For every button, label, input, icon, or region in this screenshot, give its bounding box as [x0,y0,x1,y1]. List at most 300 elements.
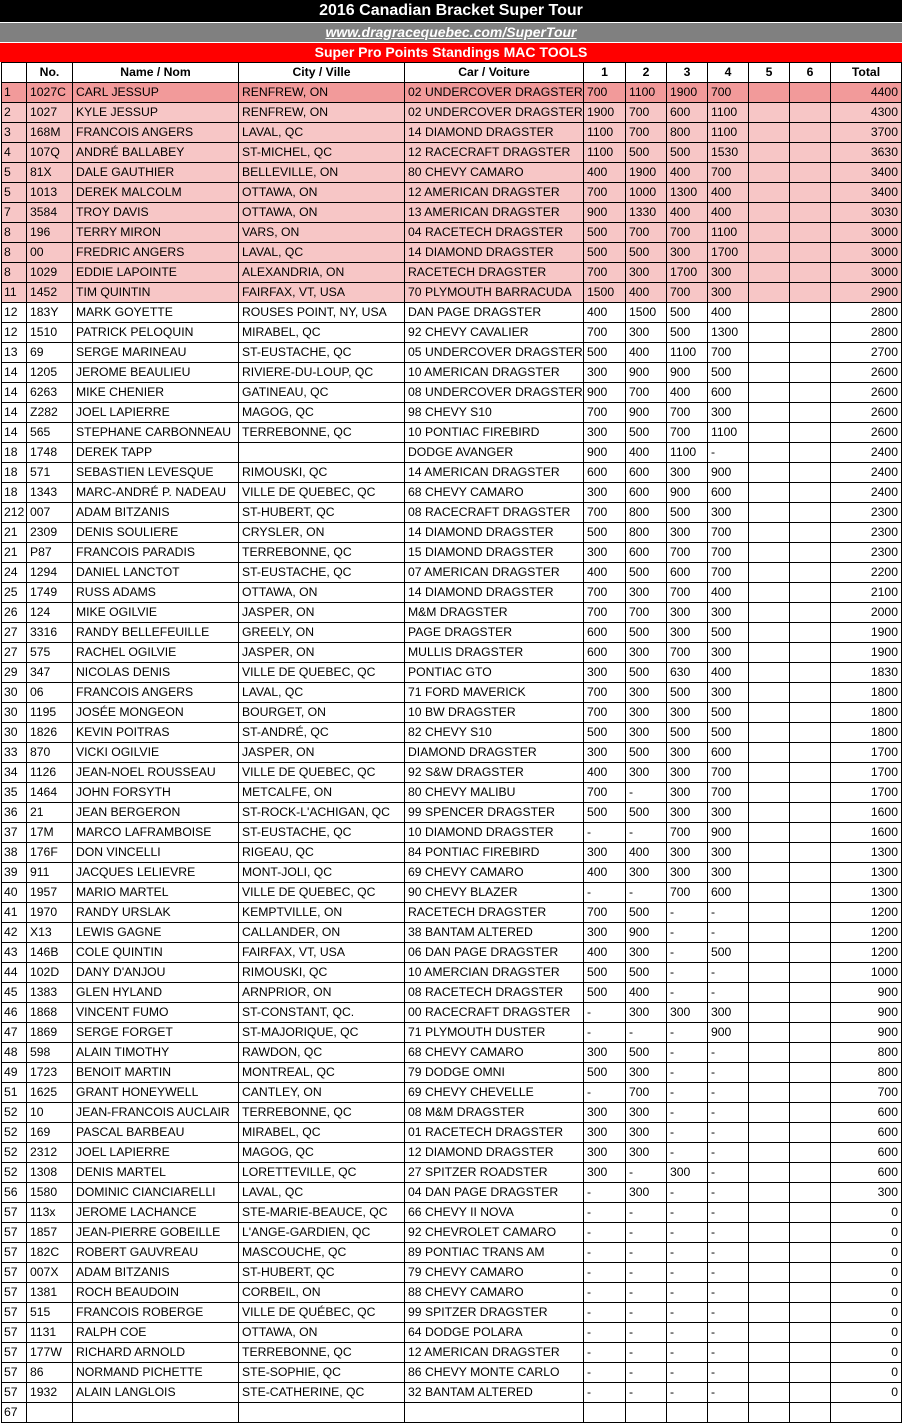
race-4-cell: - [708,1283,749,1303]
total-cell: 900 [831,1023,902,1043]
table-row [2,323,902,343]
table-row [2,1063,902,1083]
car-number-cell: 124 [27,603,73,623]
race-5-cell [749,1223,790,1243]
race-3-cell: 300 [667,1003,708,1023]
race-1-cell: - [584,1243,626,1263]
name-cell: RACHEL OGILVIE [73,643,239,663]
name-cell: DEREK MALCOLM [73,183,239,203]
car-number-cell: 182C [27,1243,73,1263]
total-cell: 900 [831,1003,902,1023]
race-1-cell: 400 [584,863,626,883]
table-row [2,283,902,303]
car-cell: 10 BW DRAGSTER [405,703,584,723]
car-cell: 70 PLYMOUTH BARRACUDA [405,283,584,303]
race-1-cell: 300 [584,1123,626,1143]
race-2-cell: 700 [626,603,667,623]
rank-cell: 52 [2,1143,27,1163]
car-number-cell: 1957 [27,883,73,903]
car-number-cell: 007 [27,503,73,523]
city-cell: ARNPRIOR, ON [239,983,405,1003]
car-cell: RACETECH DRAGSTER [405,263,584,283]
header-row [2,63,902,83]
race-6-cell [790,883,831,903]
rank-cell: 51 [2,1083,27,1103]
race-2-cell: 400 [626,983,667,1003]
race-3-cell: 700 [667,543,708,563]
table-row [2,123,902,143]
race-3-cell: 1700 [667,263,708,283]
race-2-cell: 500 [626,963,667,983]
city-cell: MASCOUCHE, QC [239,1243,405,1263]
race-2-cell [626,1403,667,1423]
race-5-cell [749,143,790,163]
city-cell: L'ANGE-GARDIEN, QC [239,1223,405,1243]
city-cell: STE-SOPHIE, QC [239,1363,405,1383]
race-3-cell: 1100 [667,343,708,363]
car-cell: 10 AMERICAN DRAGSTER [405,363,584,383]
website-link[interactable]: www.dragracequebec.com/SuperTour [0,23,902,43]
race-6-cell [790,1163,831,1183]
car-cell: 69 CHEVY CAMARO [405,863,584,883]
car-number-cell: 347 [27,663,73,683]
race-1-cell: 300 [584,423,626,443]
rank-cell: 26 [2,603,27,623]
race-4-cell: - [708,1263,749,1283]
race-1-cell: 300 [584,923,626,943]
rank-cell: 3 [2,123,27,143]
race-2-cell: 900 [626,363,667,383]
race-1-cell: - [584,1003,626,1023]
city-cell: OTTAWA, ON [239,183,405,203]
car-number-cell: 1383 [27,983,73,1003]
total-cell: 1900 [831,643,902,663]
city-cell: OTTAWA, ON [239,203,405,223]
total-cell: 1900 [831,623,902,643]
race-5-cell [749,263,790,283]
race-6-cell [790,423,831,443]
race-5-cell [749,803,790,823]
race-2-cell: - [626,1383,667,1403]
race-6-cell [790,703,831,723]
race-4-cell: - [708,1183,749,1203]
city-cell: CALLANDER, ON [239,923,405,943]
race-3-cell: 400 [667,383,708,403]
rank-cell: 57 [2,1303,27,1323]
race-2-cell: 300 [626,1183,667,1203]
race-2-cell: 400 [626,843,667,863]
column-header-race-3: 3 [667,63,708,83]
car-cell: 80 CHEVY MALIBU [405,783,584,803]
name-cell: MARCO LAFRAMBOISE [73,823,239,843]
race-1-cell: 300 [584,663,626,683]
car-cell: DODGE AVANGER [405,443,584,463]
race-3-cell: - [667,1043,708,1063]
table-row [2,83,902,103]
table-row [2,583,902,603]
car-number-cell: 598 [27,1043,73,1063]
race-5-cell [749,963,790,983]
car-number-cell: 1029 [27,263,73,283]
car-number-cell: 10 [27,1103,73,1123]
table-row [2,703,902,723]
race-3-cell: - [667,923,708,943]
table-row [2,863,902,883]
race-5-cell [749,643,790,663]
table-row [2,923,902,943]
race-2-cell: 300 [626,323,667,343]
city-cell: MAGOG, QC [239,403,405,423]
rank-cell: 14 [2,403,27,423]
total-cell: 3030 [831,203,902,223]
rank-cell: 13 [2,343,27,363]
total-cell: 2200 [831,563,902,583]
race-3-cell: 300 [667,843,708,863]
race-2-cell: - [626,1283,667,1303]
race-6-cell [790,83,831,103]
table-row [2,963,902,983]
rank-cell: 36 [2,803,27,823]
car-cell: 10 DIAMOND DRAGSTER [405,823,584,843]
race-2-cell: 500 [626,1043,667,1063]
race-3-cell: 300 [667,523,708,543]
car-number-cell: P87 [27,543,73,563]
car-cell: 08 M&M DRAGSTER [405,1103,584,1123]
table-row [2,1323,902,1343]
car-cell: 66 CHEVY II NOVA [405,1203,584,1223]
race-5-cell [749,103,790,123]
race-6-cell [790,183,831,203]
total-cell: 2600 [831,363,902,383]
table-row [2,1083,902,1103]
race-3-cell: - [667,1283,708,1303]
column-header-total: Total [831,63,902,83]
table-row [2,623,902,643]
race-3-cell: 600 [667,563,708,583]
city-cell: RIVIERE-DU-LOUP, QC [239,363,405,383]
car-cell: 14 DIAMOND DRAGSTER [405,123,584,143]
car-cell: 82 CHEVY S10 [405,723,584,743]
race-3-cell: - [667,1203,708,1223]
car-number-cell: 1131 [27,1323,73,1343]
car-cell: 07 AMERICAN DRAGSTER [405,563,584,583]
race-2-cell: 300 [626,683,667,703]
table-row [2,203,902,223]
car-cell: 84 PONTIAC FIREBIRD [405,843,584,863]
race-3-cell: 700 [667,223,708,243]
race-2-cell: 1100 [626,83,667,103]
rank-cell: 37 [2,823,27,843]
car-cell: 05 UNDERCOVER DRAGSTER [405,343,584,363]
race-4-cell: - [708,1223,749,1243]
race-6-cell [790,1023,831,1043]
race-5-cell [749,563,790,583]
race-4-cell: 1100 [708,123,749,143]
race-1-cell: 500 [584,343,626,363]
race-4-cell: 400 [708,303,749,323]
race-1-cell: 900 [584,383,626,403]
race-6-cell [790,863,831,883]
race-1-cell: 700 [584,323,626,343]
race-4-cell: 700 [708,523,749,543]
race-4-cell: 400 [708,663,749,683]
race-2-cell: 300 [626,1003,667,1023]
rank-cell: 29 [2,663,27,683]
race-5-cell [749,303,790,323]
race-2-cell: 800 [626,523,667,543]
table-row [2,1143,902,1163]
race-5-cell [749,1243,790,1263]
car-cell: 68 CHEVY CAMARO [405,483,584,503]
rank-cell: 14 [2,383,27,403]
car-cell: 80 CHEVY CAMARO [405,163,584,183]
race-1-cell: - [584,1223,626,1243]
table-row [2,463,902,483]
car-cell: 02 UNDERCOVER DRAGSTER [405,103,584,123]
race-3-cell: - [667,1183,708,1203]
race-2-cell: 500 [626,563,667,583]
name-cell: PATRICK PELOQUIN [73,323,239,343]
city-cell: VILLE DE QUEBEC, QC [239,763,405,783]
car-cell: 13 AMERICAN DRAGSTER [405,203,584,223]
race-4-cell: - [708,1083,749,1103]
race-3-cell: - [667,1103,708,1123]
car-number-cell: 1749 [27,583,73,603]
total-cell: 0 [831,1363,902,1383]
total-cell: 2300 [831,523,902,543]
standings-subtitle: Super Pro Points Standings MAC TOOLS [0,43,902,62]
name-cell: SEBASTIEN LEVESQUE [73,463,239,483]
name-cell: JOEL LAPIERRE [73,403,239,423]
name-cell: DANIEL LANCTOT [73,563,239,583]
column-header-race-6: 6 [790,63,831,83]
race-6-cell [790,1003,831,1023]
race-4-cell: 400 [708,583,749,603]
race-5-cell [749,1083,790,1103]
total-cell: 0 [831,1343,902,1363]
city-cell: ROUSES POINT, NY, USA [239,303,405,323]
race-2-cell: 900 [626,923,667,943]
city-cell: CORBEIL, ON [239,1283,405,1303]
city-cell: STE-MARIE-BEAUCE, QC [239,1203,405,1223]
total-cell: 2000 [831,603,902,623]
race-2-cell: 600 [626,463,667,483]
car-cell: 89 PONTIAC TRANS AM [405,1243,584,1263]
race-4-cell: 600 [708,883,749,903]
table-row [2,843,902,863]
race-5-cell [749,83,790,103]
name-cell: FREDRIC ANGERS [73,243,239,263]
total-cell: 1200 [831,923,902,943]
race-5-cell [749,403,790,423]
car-cell: 08 RACECRAFT DRAGSTER [405,503,584,523]
race-1-cell: 700 [584,903,626,923]
race-6-cell [790,1203,831,1223]
race-1-cell: 500 [584,523,626,543]
city-cell: ST-HUBERT, QC [239,1263,405,1283]
table-row [2,943,902,963]
race-2-cell: 500 [626,243,667,263]
total-cell: 1700 [831,783,902,803]
name-cell: TIM QUINTIN [73,283,239,303]
race-2-cell: - [626,1243,667,1263]
car-number-cell: 1294 [27,563,73,583]
race-1-cell: - [584,1283,626,1303]
rank-cell: 12 [2,303,27,323]
name-cell [73,1403,239,1423]
total-cell: 1000 [831,963,902,983]
race-4-cell: 300 [708,403,749,423]
race-4-cell: - [708,1063,749,1083]
table-row [2,163,902,183]
name-cell: DANY D'ANJOU [73,963,239,983]
race-1-cell: 900 [584,203,626,223]
race-2-cell: 600 [626,483,667,503]
race-3-cell: 300 [667,603,708,623]
car-number-cell: 870 [27,743,73,763]
race-1-cell: 300 [584,1103,626,1123]
rank-cell: 5 [2,163,27,183]
car-cell: 32 BANTAM ALTERED [405,1383,584,1403]
race-3-cell: 700 [667,403,708,423]
name-cell: SERGE FORGET [73,1023,239,1043]
race-4-cell: - [708,903,749,923]
city-cell: CANTLEY, ON [239,1083,405,1103]
race-1-cell: 500 [584,803,626,823]
race-5-cell [749,543,790,563]
table-row [2,983,902,1003]
race-3-cell: - [667,1223,708,1243]
rank-cell: 21 [2,523,27,543]
car-cell: 92 CHEVY CAVALIER [405,323,584,343]
city-cell: METCALFE, ON [239,783,405,803]
name-cell: MARC-ANDRÉ P. NADEAU [73,483,239,503]
car-number-cell: 565 [27,423,73,443]
total-cell: 2400 [831,483,902,503]
name-cell: MIKE CHENIER [73,383,239,403]
table-row [2,1203,902,1223]
race-2-cell: 300 [626,863,667,883]
race-2-cell: 500 [626,903,667,923]
rank-cell: 27 [2,623,27,643]
race-3-cell: 400 [667,163,708,183]
race-3-cell: 1300 [667,183,708,203]
race-6-cell [790,343,831,363]
race-1-cell: - [584,1323,626,1343]
rank-cell: 14 [2,423,27,443]
race-1-cell: 400 [584,303,626,323]
race-6-cell [790,1383,831,1403]
table-row [2,563,902,583]
race-2-cell: 1900 [626,163,667,183]
race-4-cell: 400 [708,183,749,203]
race-3-cell: 300 [667,1163,708,1183]
name-cell: GLEN HYLAND [73,983,239,1003]
car-cell: PONTIAC GTO [405,663,584,683]
total-cell: 600 [831,1123,902,1143]
race-6-cell [790,1243,831,1263]
race-6-cell [790,383,831,403]
city-cell: GREELY, ON [239,623,405,643]
race-3-cell: 1100 [667,443,708,463]
rank-cell: 40 [2,883,27,903]
car-number-cell: 1195 [27,703,73,723]
race-4-cell: 300 [708,863,749,883]
race-2-cell: 300 [626,1123,667,1143]
name-cell: JEAN-FRANCOIS AUCLAIR [73,1103,239,1123]
race-6-cell [790,163,831,183]
car-number-cell: 1205 [27,363,73,383]
car-number-cell: 2309 [27,523,73,543]
rank-cell: 12 [2,323,27,343]
rank-cell: 42 [2,923,27,943]
race-4-cell: - [708,1363,749,1383]
name-cell: ADAM BITZANIS [73,503,239,523]
race-3-cell: 900 [667,363,708,383]
race-4-cell: - [708,1103,749,1123]
rank-cell: 8 [2,223,27,243]
name-cell: BENOIT MARTIN [73,1063,239,1083]
race-1-cell: - [584,1343,626,1363]
race-6-cell [790,363,831,383]
name-cell: LEWIS GAGNE [73,923,239,943]
city-cell: MIRABEL, QC [239,1123,405,1143]
race-3-cell: - [667,1083,708,1103]
car-number-cell: 571 [27,463,73,483]
city-cell: JASPER, ON [239,603,405,623]
table-row [2,303,902,323]
total-cell: 2600 [831,403,902,423]
name-cell: JEAN-PIERRE GOBEILLE [73,1223,239,1243]
city-cell: ST-CONSTANT, QC. [239,1003,405,1023]
car-cell: 92 S&W DRAGSTER [405,763,584,783]
car-cell: 64 DODGE POLARA [405,1323,584,1343]
race-5-cell [749,723,790,743]
race-4-cell: - [708,963,749,983]
race-2-cell: 500 [626,423,667,443]
total-cell: 2900 [831,283,902,303]
race-2-cell: 700 [626,1083,667,1103]
standings-body [2,83,902,1423]
race-6-cell [790,683,831,703]
car-cell: DAN PAGE DRAGSTER [405,303,584,323]
car-cell: 10 PONTIAC FIREBIRD [405,423,584,443]
car-cell: 98 CHEVY S10 [405,403,584,423]
race-1-cell: 500 [584,1063,626,1083]
race-5-cell [749,503,790,523]
car-cell: 12 DIAMOND DRAGSTER [405,1143,584,1163]
race-4-cell: 300 [708,803,749,823]
race-6-cell [790,523,831,543]
race-3-cell: 1900 [667,83,708,103]
race-3-cell: 300 [667,243,708,263]
car-number-cell: 1932 [27,1383,73,1403]
car-number-cell: 3316 [27,623,73,643]
race-5-cell [749,823,790,843]
name-cell: JEAN BERGERON [73,803,239,823]
name-cell: JOSÉE MONGEON [73,703,239,723]
table-row [2,1243,902,1263]
race-2-cell: 300 [626,763,667,783]
table-row [2,143,902,163]
race-5-cell [749,1383,790,1403]
race-2-cell: - [626,1263,667,1283]
car-number-cell: 17M [27,823,73,843]
city-cell: MONTREAL, QC [239,1063,405,1083]
table-row [2,1223,902,1243]
name-cell: DENIS MARTEL [73,1163,239,1183]
total-cell: 1200 [831,943,902,963]
